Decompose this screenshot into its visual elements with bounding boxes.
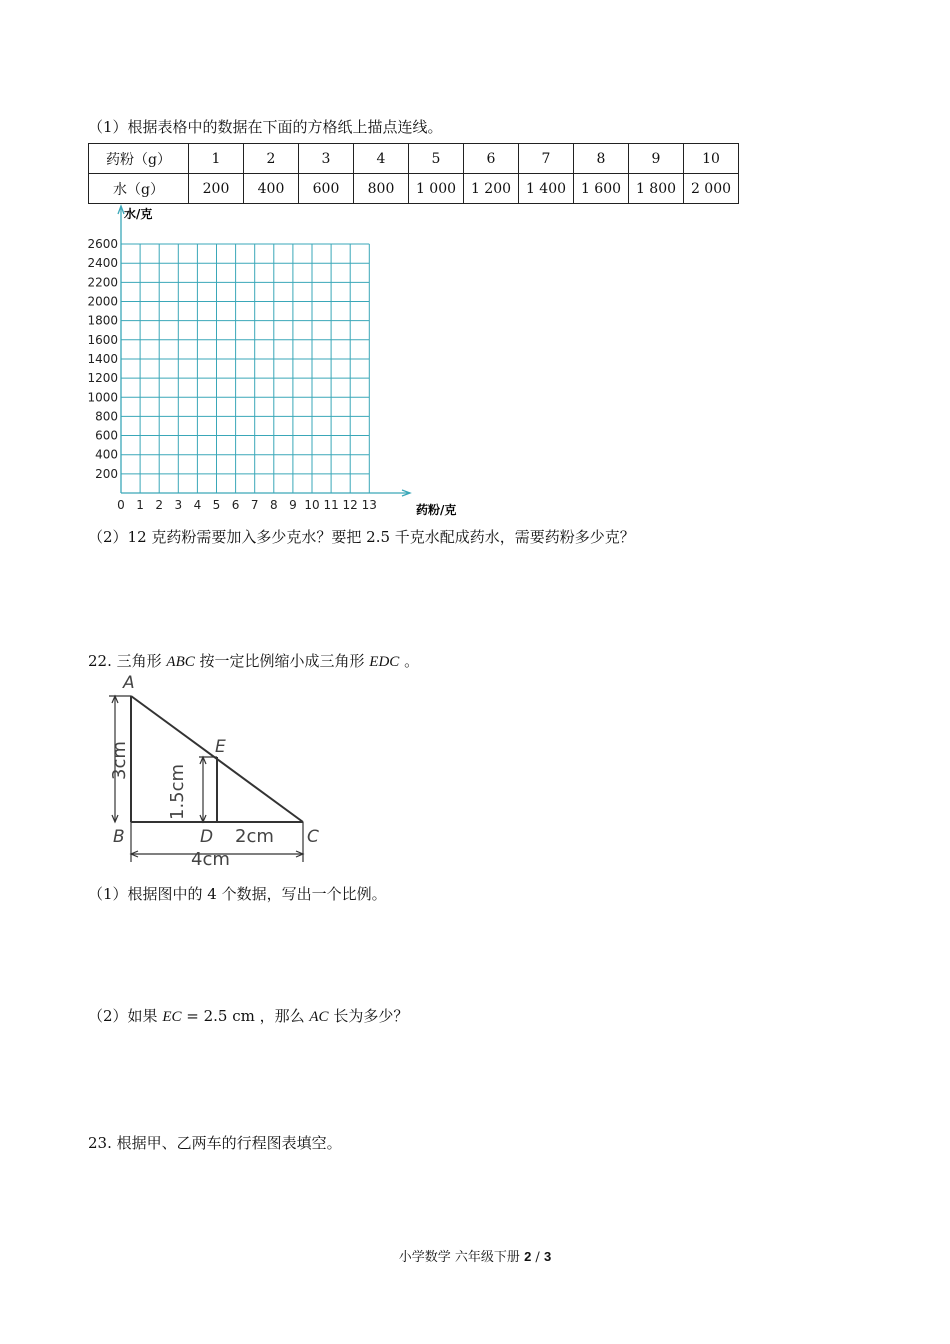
table-header-cell: 水（g） — [89, 174, 189, 204]
table-cell: 10 — [684, 144, 739, 174]
q22-title — [88, 650, 419, 671]
x-tick-label: 7 — [250, 498, 259, 512]
table-cell: 4 — [354, 144, 409, 174]
footer-text: 小学数学 六年级下册 — [398, 1250, 525, 1265]
q22-part1-text: （1）根据图中的 4 个数据，写出一个比例。 — [88, 885, 387, 903]
x-tick-label: 13 — [361, 498, 377, 512]
triangle-figure — [95, 670, 335, 870]
table-cell: 200 — [189, 174, 244, 204]
y-tick-label: 2000 — [87, 294, 118, 309]
q21-part2-text: （2）12 克药粉需要加入多少克水？要把 2.5 千克水配成药水，需要药粉多少克？ — [88, 528, 635, 546]
table-cell: 8 — [574, 144, 629, 174]
page-separator: / — [531, 1250, 544, 1265]
length-ab-label: 3cm — [109, 741, 130, 780]
table-cell: 5 — [409, 144, 464, 174]
table-cell: 3 — [299, 144, 354, 174]
x-tick-label: 2 — [155, 498, 164, 512]
y-tick-label: 1200 — [87, 371, 118, 386]
grid-lines — [121, 244, 369, 493]
length-dc-label: 2cm — [235, 826, 274, 847]
y-tick-label: 2600 — [87, 237, 118, 252]
x-tick-label: 12 — [342, 498, 358, 512]
y-axis-label: 水/克 — [124, 207, 153, 221]
q22-part2-post: 长为多少？ — [328, 1007, 409, 1025]
length-bc-label: 4cm — [191, 849, 230, 870]
segment-ec-label: EC — [162, 1009, 182, 1025]
axes — [118, 206, 410, 496]
q21-part1-text: （1）根据表格中的数据在下面的方格纸上描点连线。 — [88, 118, 443, 136]
x-tick-label: 4 — [193, 498, 202, 512]
x-tick-label: 0 — [117, 498, 125, 512]
table-cell: 9 — [629, 144, 684, 174]
table-cell: 6 — [464, 144, 519, 174]
vertex-d-label: D — [200, 827, 214, 847]
graph-paper-grid — [80, 202, 480, 522]
table-row — [89, 174, 739, 204]
triangle-edc-label: EDC — [369, 654, 400, 670]
table-cell: 1 400 — [519, 174, 574, 204]
y-tick-label: 1800 — [87, 313, 118, 328]
y-tick-label: 400 — [95, 447, 118, 462]
table-cell: 600 — [299, 174, 354, 204]
q22-title-mid: 按一定比例缩小成三角形 — [194, 652, 370, 670]
x-tick-label: 8 — [269, 498, 278, 512]
x-axis-label: 药粉/克 — [416, 503, 457, 517]
q22-part2-pre: （2）如果 — [88, 1007, 163, 1025]
y-tick-label: 1600 — [87, 332, 118, 347]
table-cell: 2 — [244, 144, 299, 174]
x-tick-labels — [117, 498, 377, 512]
x-tick-label: 10 — [304, 498, 320, 512]
triangle-abc-label: ABC — [166, 654, 195, 670]
table-cell: 1 800 — [629, 174, 684, 204]
x-tick-label: 3 — [174, 498, 183, 512]
table-cell: 2 000 — [684, 174, 739, 204]
x-tick-label: 1 — [136, 498, 144, 512]
table-cell: 1 — [189, 144, 244, 174]
q22-part2-mid: = 2.5 cm ，那么 — [181, 1007, 310, 1025]
vertex-e-label: E — [215, 737, 226, 757]
q22-title-pre: 22. 三角形 — [88, 652, 167, 670]
y-tick-label: 2200 — [87, 275, 118, 290]
y-tick-label: 200 — [95, 466, 118, 481]
x-tick-label: 5 — [212, 498, 221, 512]
y-tick-label: 800 — [95, 409, 118, 424]
page-total: 3 — [543, 1249, 552, 1264]
table-cell: 1 200 — [464, 174, 519, 204]
length-ed-label: 1.5cm — [167, 763, 188, 820]
y-tick-label: 1400 — [87, 351, 118, 366]
table-cell: 400 — [244, 174, 299, 204]
y-tick-label: 2400 — [87, 256, 118, 271]
x-tick-label: 9 — [289, 498, 297, 512]
x-tick-label: 6 — [231, 498, 240, 512]
table-row — [89, 144, 739, 174]
segment-ac-label: AC — [309, 1009, 329, 1025]
medicine-water-table — [88, 143, 739, 204]
q22-part2-text — [88, 1005, 408, 1026]
page-footer — [0, 1246, 950, 1265]
q23-title: 23. 根据甲、乙两车的行程图表填空。 — [88, 1134, 342, 1152]
table-cell: 800 — [354, 174, 409, 204]
table-cell: 1 600 — [574, 174, 629, 204]
page-number: 2 — [524, 1249, 532, 1264]
q22-title-post: 。 — [399, 652, 420, 670]
y-tick-label: 600 — [95, 428, 118, 443]
vertex-b-label: B — [113, 827, 125, 847]
y-tick-label: 1000 — [87, 390, 118, 405]
table-header-cell: 药粉（g） — [89, 144, 189, 174]
vertex-a-label: A — [123, 673, 135, 693]
vertex-c-label: C — [307, 827, 319, 847]
x-tick-label: 11 — [323, 498, 339, 512]
table-cell: 7 — [519, 144, 574, 174]
table-cell: 1 000 — [409, 174, 464, 204]
y-tick-labels — [87, 237, 118, 481]
